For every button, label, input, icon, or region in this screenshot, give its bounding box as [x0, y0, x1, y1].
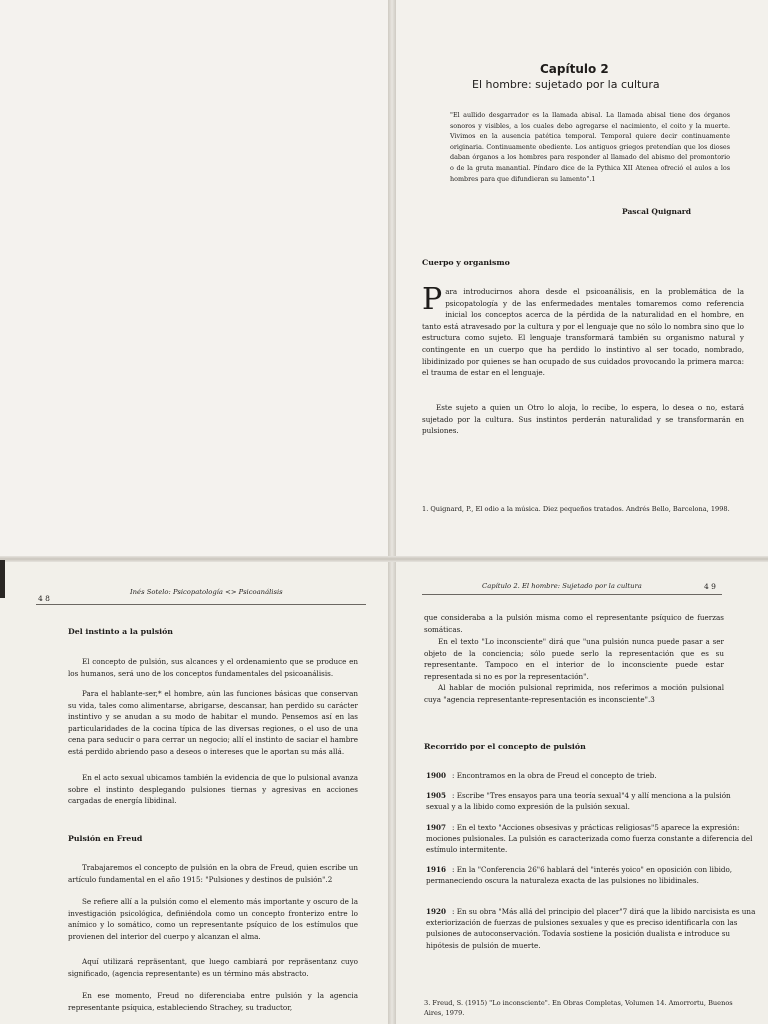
body-paragraph: En el texto "Lo inconsciente" dirá que "una pulsión nunca puede pasar a ser objeto de la conciencia; sólo puede serlo la representación que es su representante. Tampoco en el interior de lo inconsciente puede estar representada si no es por la representación".: [424, 637, 724, 681]
running-head: Capítulo 2. El hombre: Sujetado por la cultura: [482, 582, 642, 590]
body-paragraph: Al hablar de moción pulsional reprimida, nos referimos a moción pulsional cuya "agencia representante-representación es inconsciente".3: [424, 683, 724, 704]
chronology-entry: 1905 : Escribe "Tres ensayos para una teoría sexual"4 y allí menciona a la pulsión sexual y a la libido como expresión de la pulsión sexual.: [426, 791, 731, 812]
section-title: Del instinto a la pulsión: [68, 627, 173, 636]
header-rule: [36, 604, 366, 605]
footnote: 3. Freud, S. (1915) "Lo inconsciente". En Obras Completas, Volumen 14. Amorrortu, Buenos Aires, 1979.: [424, 999, 733, 1017]
running-head: Inés Sotelo: Psicopatología <> Psicoanálisis: [130, 588, 283, 596]
section-title: Recorrido por el concepto de pulsión: [424, 742, 586, 751]
drop-cap: P: [422, 282, 443, 317]
blank-page: [0, 0, 392, 560]
page-number: 4 8: [38, 594, 50, 603]
body-paragraph: Para introducirnos ahora desde el psicoanálisis, en la problemática de la psicopatología y de las enfermedades mentales tomaremos como referencia inicial los conceptos acerca de la pérdida de la naturalidad en el hombre, en tanto está atravesado por la cultura y por el lenguaje que no sólo lo nombra sino que lo estructura como sujeto. El lenguaje transformará también su organismo natural y contingente en un cuerpo que ha perdido lo instintivo al ser tocado, nombrado, libidinizado por quienes se han ocupado de sus cuidados provocando la primera marca: el trauma de estar en el lenguaje.: [422, 282, 744, 378]
page-number: 4 9: [704, 582, 716, 591]
body-paragraph: Se refiere allí a la pulsión como el elemento más importante y oscuro de la investigación psicológica, definiéndola como un concepto fronterizo entre lo anímico y lo somático, como un representante psíquico de los estímulos que provienen del interior del cuerpo y alcanzan el alma.: [68, 897, 358, 941]
body-paragraph: Trabajaremos el concepto de pulsión en la obra de Freud, quien escribe un artículo fundamental en el año 1915: "Pulsiones y destinos de pulsión".2: [68, 863, 358, 884]
chapter-title: El hombre: sujetado por la cultura: [472, 78, 660, 91]
chronology-entry: 1920 : En su obra "Más allá del principio del placer"7 dirá que la libido narcisista es una exteriorización de fuerzas de pulsiones sexuales y que es preciso identificarla con las pulsiones de autoconservación. Todavía sostiene la posición dualista e introduce su hipótesis de pulsión de muerte.: [426, 907, 756, 950]
book-gutter: [388, 0, 396, 1024]
body-paragraph: El concepto de pulsión, sus alcances y el ordenamiento que se produce en los humanos, será uno de los conceptos fundamentales del psicoanálisis.: [68, 657, 358, 678]
section-title: Cuerpo y organismo: [422, 258, 510, 267]
body-paragraph: En el acto sexual ubicamos también la evidencia de que lo pulsional avanza sobre el instinto desplegando pulsiones tiernas y agresivas en acciones cargadas de energía libidinal.: [68, 773, 358, 806]
body-paragraph: que consideraba a la pulsión misma como el representante psíquico de fuerzas somáticas.: [424, 613, 724, 634]
page-chapter-opening: [392, 0, 768, 560]
chronology-entry: 1916 : En la "Conferencia 26"6 hablará del "interés yoico" en oposición con libido, permaneciendo oscura la naturaleza exacta de las pulsiones no libidinales.: [426, 865, 733, 886]
page-48: [0, 560, 392, 1024]
body-paragraph: Para el hablante-ser,* el hombre, aún las funciones básicas que conservan su vida, tales como alimentarse, abrigarse, descansar, han perdido su carácter instintivo y se anudan a su modo de habitar el mundo. Pensemos así en las particularidades de la cocina típica de las diversas regiones, o el uso de una cena para seducir o para cerrar un negocio; allí el instinto de saciar el hambre está perdido abriendo paso a deseos o intereses que le aportan su más allá.: [68, 689, 358, 756]
page-49: [392, 560, 768, 1024]
epigraph: "El aullido desgarrador es la llamada abisal. La llamada abisal tiene dos órganos sonoros y visibles, a los cuales debo agregarse el nacimiento, el coito y la muerte. Vivimos en la ausencia patética temporal. Temporal quiere decir continuamente originaria. Continuamente obediente. Los antiguos griegos pretendían que los dioses daban órganos a los hombres para responder al llamado del abismo del promontorio o de la gruta manantial. Píndaro dice de la Pythica XII Atenea ofreció el aulos a los hombres para que difundieran su lamento".1: [450, 111, 730, 183]
edge-shadow: [0, 560, 5, 598]
epigraph-author: Pascal Quignard: [622, 207, 691, 216]
body-paragraph: Este sujeto a quien un Otro lo aloja, lo recibe, lo espera, lo desea o no, estará sujetado por la cultura. Sus instintos perderán naturalidad y se transformarán en pulsiones.: [422, 403, 744, 436]
header-rule: [422, 594, 722, 595]
section-title: Pulsión en Freud: [68, 834, 143, 843]
chronology-entry: 1900 : Encontramos en la obra de Freud el concepto de trieb.: [426, 771, 657, 780]
chronology-entry: 1907 : En el texto "Acciones obsesivas y prácticas religiosas"5 aparece la expresión: mociones pulsionales. La pulsión es caracterizada como fuerza constante a diferencia del estímulo intermitente.: [426, 823, 753, 855]
body-paragraph: Aquí utilizará repräsentant, que luego cambiará por repräsentanz cuyo significado, (agencia representante) es un término más abstracto.: [68, 957, 358, 978]
chapter-number: Capítulo 2: [540, 62, 609, 76]
footnote: 1. Quignard, P., El odio a la música. Diez pequeños tratados. Andrés Bello, Barcelona, 1998.: [422, 505, 730, 513]
spread-divider: [0, 556, 768, 562]
body-paragraph: En ese momento, Freud no diferenciaba entre pulsión y la agencia representante psíquica, estableciendo Strachey, su traductor,: [68, 991, 358, 1012]
